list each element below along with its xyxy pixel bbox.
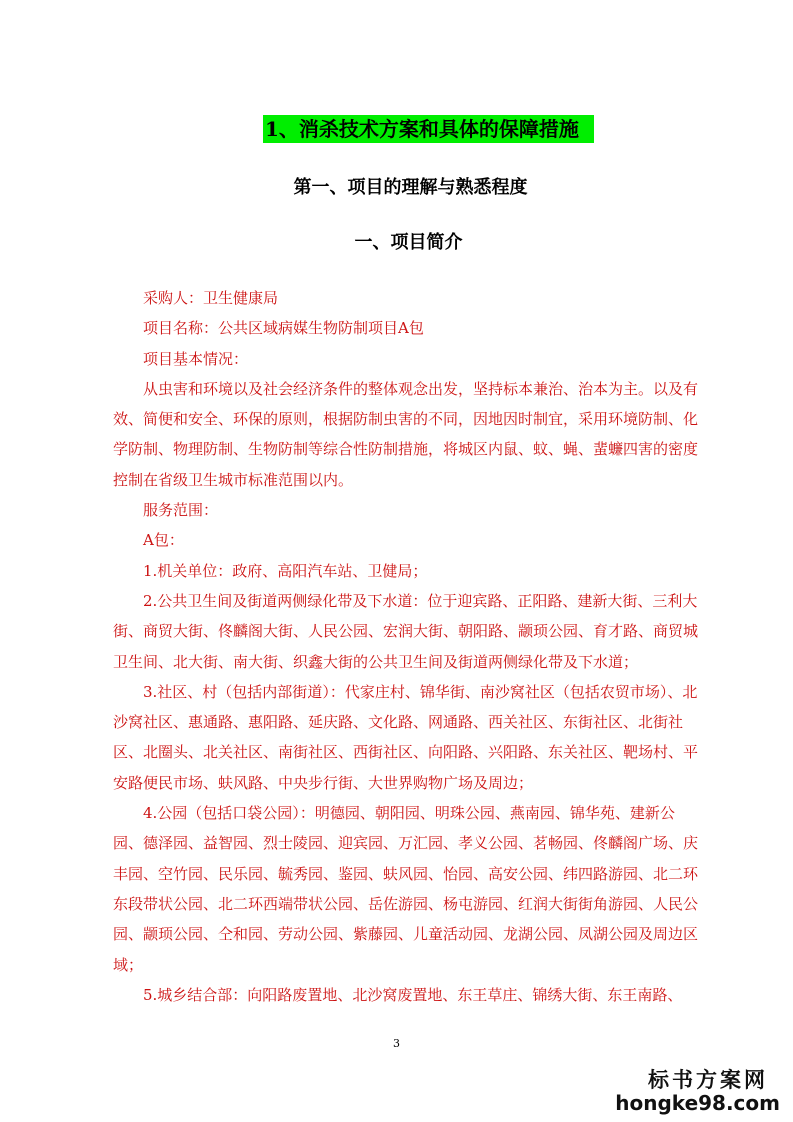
paragraph-item-3: 3.社区、村（包括内部街道）：代家庄村、锦华街、南沙窝社区（包括农贸市场）、北沙窝社区、惠通路、惠阳路、延庆路、文化路、网通路、西关社区、东街社区、北街社区、北圈头、北关社区、南街社区、西街社区、向阳路、兴阳路、东关社区、靶场村、平安路便民市场、蚨风路、中央步行街、大世界购物广场及周边； — [113, 682, 699, 792]
watermark-cn-text: 标书方案网 — [648, 1068, 768, 1092]
paragraph-purchaser: 采购人：卫生健康局 — [143, 289, 279, 307]
chapter-heading: 第一、项目的理解与熟悉程度 — [293, 177, 528, 198]
paragraph-scope-label: 服务范围： — [143, 501, 219, 520]
main-heading: 1、消杀技术方案和具体的保障措施 — [263, 115, 594, 143]
paragraph-basic-info: 从虫害和环境以及社会经济条件的整体观念出发，坚持标本兼治、治本为主。以及有效、简便和安全、环保的原则，根据防制虫害的不同，因地因时制宜，采用环境防制、化学防制、物理防制、生物防制等综合性防制措施，将城区内鼠、蚊、蝇、蜚蠊四害的密度控制在省级卫生城市标准范围以内。 — [113, 379, 699, 489]
paragraph-item-2: 2.公共卫生间及街道两侧绿化带及下水道：位于迎宾路、正阳路、建新大街、三利大街、商贸大街、佟麟阁大街、人民公园、宏润大街、朝阳路、颛顼公园、育才路、商贸城卫生间、北大街、南大街、织鑫大街的公共卫生间及街道两侧绿化带及下水道； — [113, 591, 699, 671]
paragraph-item-1: 1.机关单位：政府、高阳汽车站、卫健局； — [143, 561, 428, 580]
body-text — [113, 283, 703, 1010]
paragraph-item-4: 4.公园（包括口袋公园）：明德园、朝阳园、明珠公园、燕南园、锦华苑、建新公园、德泽园、益智园、烈士陵园、迎宾园、万汇园、孝义公园、茗畅园、佟麟阁广场、庆丰园、空竹园、民乐园、毓秀园、鉴园、蚨风园、怡园、高安公园、纬四路游园、北二环东段带状公园、北二环西端带状公园、岳佐游园、杨屯游园、红润大街街角游园、人民公园、颛顼公园、仝和园、劳动公园、紫藤园、儿童活动园、龙湖公园、凤湖公园及周边区域； — [113, 804, 699, 974]
paragraph-project-name: 项目名称：公共区域病媒生物防制项目A包 — [143, 319, 424, 338]
paragraph-basic-info-label: 项目基本情况： — [143, 349, 249, 368]
watermark-logo — [615, 1068, 790, 1118]
paragraph-item-5: 5.城乡结合部：向阳路废置地、北沙窝废置地、东王草庄、锦绣大街、东王南路、 — [143, 985, 683, 1004]
section-heading: 一、项目简介 — [354, 232, 463, 253]
watermark-en-text: hongke98.com — [615, 1091, 780, 1115]
paragraph-package-a: A包： — [143, 531, 184, 550]
page-number: 3 — [393, 1037, 400, 1050]
